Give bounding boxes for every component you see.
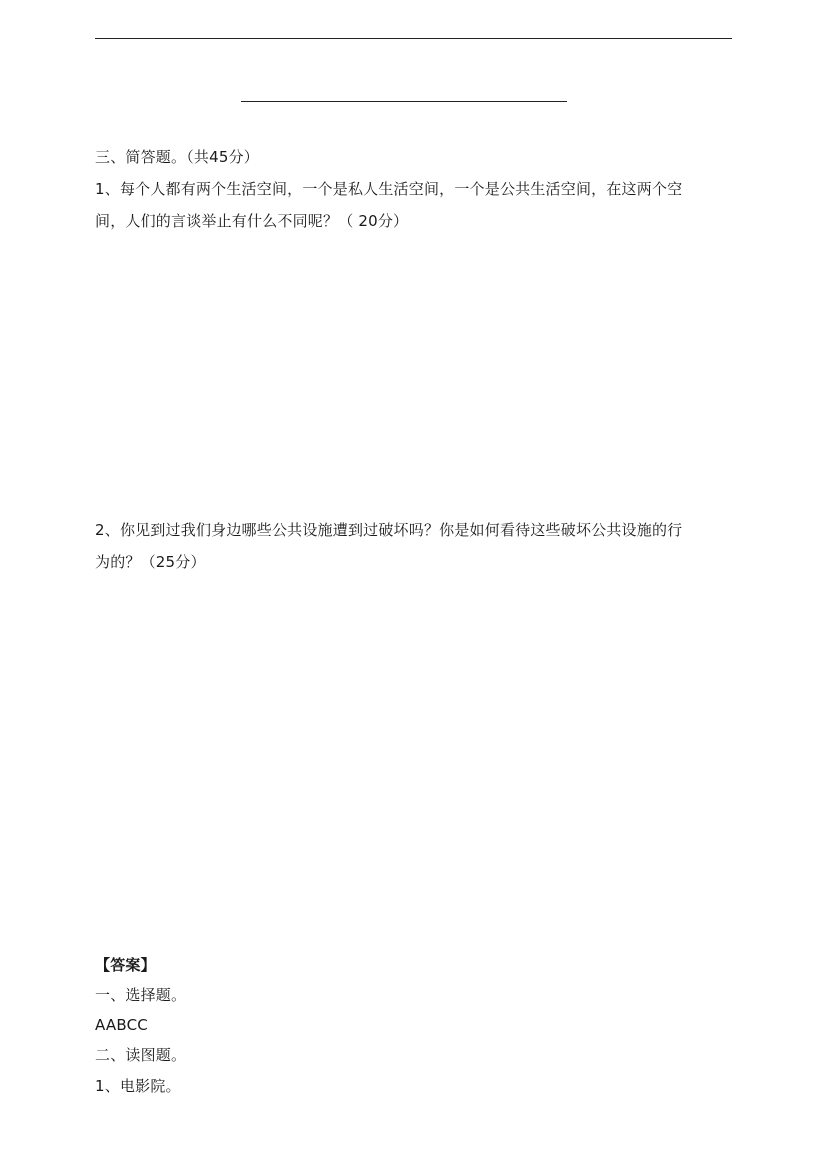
question-2-line-1: 2、你见到过我们身边哪些公共设施遭到过破坏吗？你是如何看待这些破坏公共设施的行: [95, 521, 683, 539]
answers-part2-item1: 1、电影院。: [95, 1077, 181, 1095]
answers-part2-heading: 二、读图题。: [95, 1046, 187, 1064]
header-rule: [95, 38, 732, 39]
answer-blank-line: [241, 101, 567, 102]
answers-part1-heading: 一、选择题。: [95, 986, 187, 1004]
question-1-line-1: 1、每个人都有两个生活空间，一个是私人生活空间，一个是公共生活空间，在这两个空: [95, 180, 683, 198]
question-2-line-2: 为的？（25分）: [95, 553, 206, 571]
section-heading-short-answer: 三、简答题。（共45分）: [95, 148, 259, 166]
answers-heading: 【答案】: [95, 956, 156, 974]
question-1-line-2: 间，人们的言谈举止有什么不同呢？（ 20分）: [95, 212, 409, 230]
answers-part1-answer: AABCC: [95, 1016, 148, 1034]
